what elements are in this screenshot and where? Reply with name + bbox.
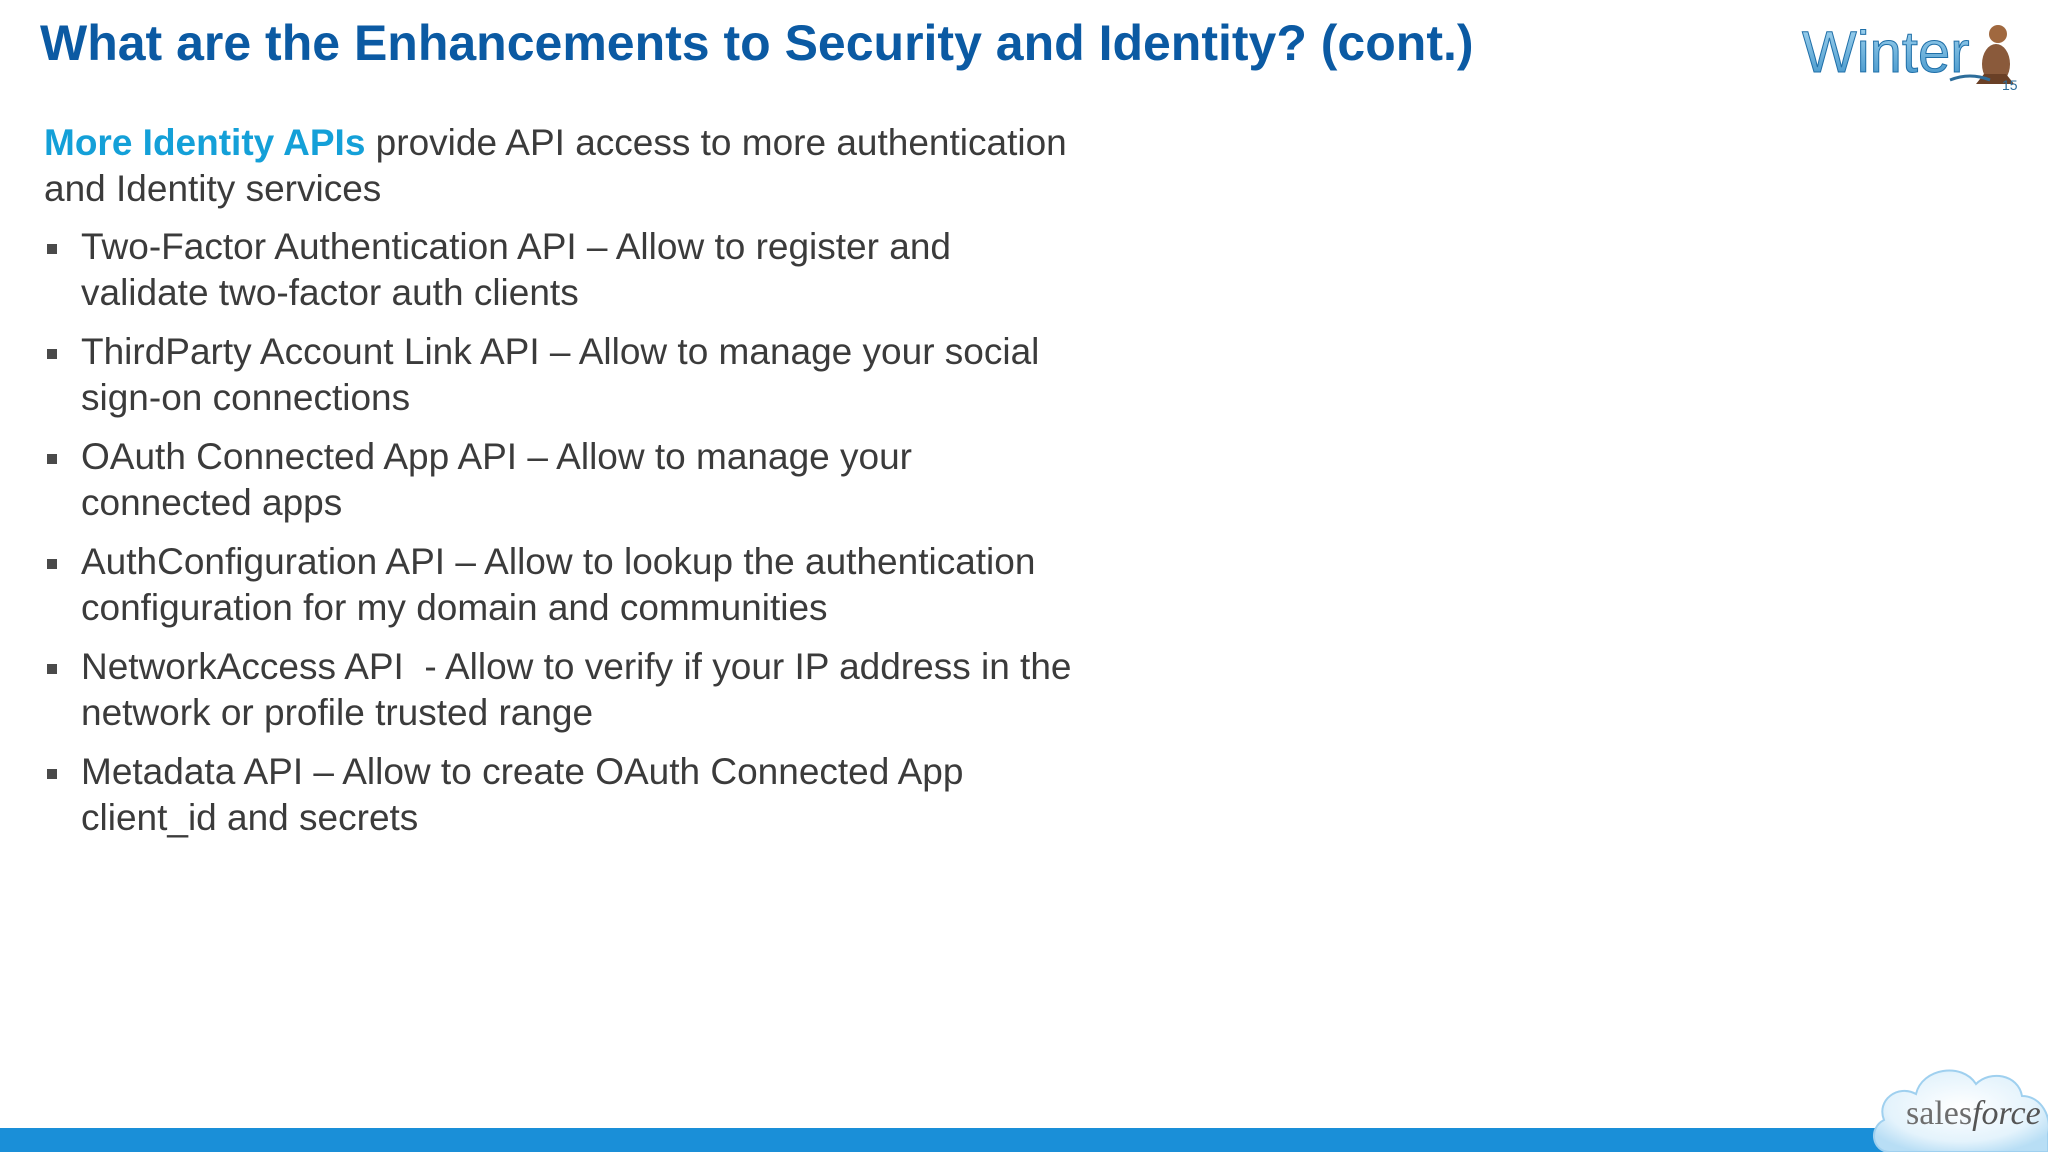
bullet-item: Metadata API – Allow to create OAuth Connected App client_id and secrets [44, 749, 1084, 841]
bullet-list [44, 224, 1084, 841]
bullet-item: Two-Factor Authentication API – Allow to register and validate two-factor auth clients [44, 224, 1084, 316]
intro-highlight: More Identity APIs [44, 122, 366, 163]
bullet-item: AuthConfiguration API – Allow to lookup the authentication configuration for my domain and communities [44, 539, 1084, 631]
salesforce-logo-force: force [1972, 1095, 2041, 1132]
svg-text:salesforce [1906, 1095, 2041, 1132]
bullet-item: ThirdParty Account Link API – Allow to manage your social sign-on connections [44, 329, 1084, 421]
salesforce-logo-sales: sales [1906, 1095, 1973, 1132]
winter-logo-superscript: 15 [2002, 77, 2018, 93]
intro-paragraph [44, 120, 1084, 212]
slide-body [44, 120, 1084, 854]
footer-bar [0, 1128, 2048, 1152]
bullet-item: OAuth Connected App API – Allow to manage your connected apps [44, 434, 1084, 526]
salesforce-logo [1866, 1048, 2048, 1152]
slide-title: What are the Enhancements to Security and Identity? (cont.) [40, 15, 1474, 71]
intro-text: provide API access to more authentication and Identity services [44, 122, 1067, 209]
winter-logo [1800, 14, 2022, 94]
bullet-item: NetworkAccess API - Allow to verify if your IP address in the network or profile trusted range [44, 644, 1084, 736]
winter-logo-text: Winter [1802, 20, 1970, 85]
